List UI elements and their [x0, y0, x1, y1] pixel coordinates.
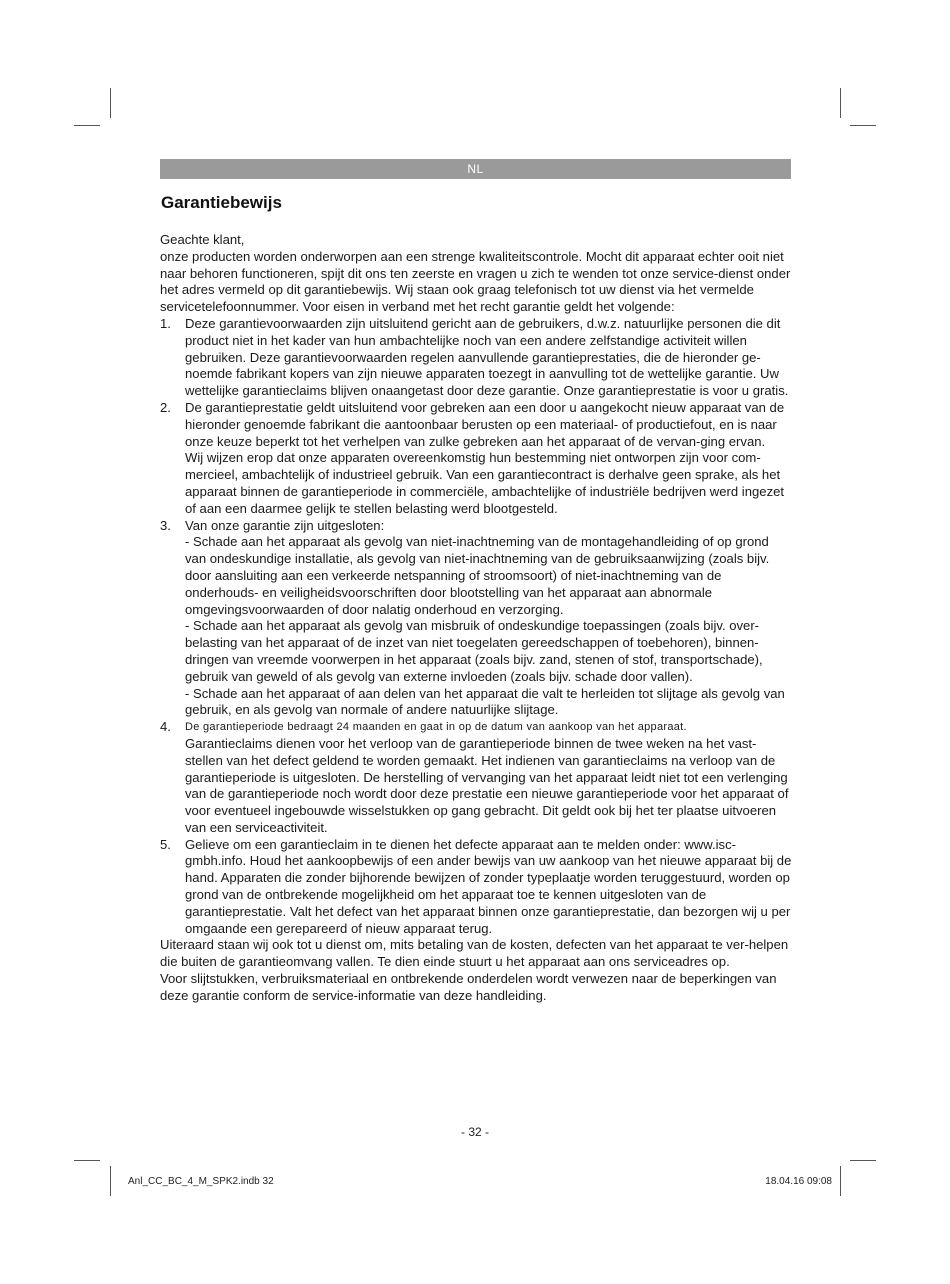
closing-paragraph: Voor slijtstukken, verbruiksmateriaal en ontbrekende onderdelen wordt verwezen naar de beperkingen van deze garantie conform de service-informatie van deze handleiding.: [160, 971, 777, 1003]
salutation: Geachte klant,: [160, 232, 245, 247]
warranty-period-lead: De garantieperiode bedraagt 24 maanden en gaat in op de datum van aankoop van het apparaat.: [185, 721, 687, 734]
language-header-bar: [160, 159, 791, 179]
page-title: Garantiebewijs: [161, 193, 282, 212]
list-item: [160, 400, 792, 518]
crop-mark-bottom-right-vertical: [840, 1166, 841, 1196]
footer-file-name: Anl_CC_BC_4_M_SPK2.indb 32: [128, 1176, 274, 1187]
list-item: [160, 518, 792, 720]
page-number: - 32 -: [460, 1125, 489, 1139]
list-item-paragraph: Deze garantievoorwaarden zijn uitsluitend gericht aan de gebruikers, d.w.z. natuurlijke personen die dit product niet in het kader van hun ambachtelijke noch van een andere zelfstandige activiteit willen gebruiken. Deze garantievoorwaarden regelen aanvullende garantieprestaties, die de hieronder ge-noemde fabrikant kopers van zijn nieuwe apparaten toezegt in aanvulling tot de wettelijke garantie. Uw wettelijke garantieclaims blijven onaangetast door deze garantie. Onze garantieprestatie is voor u gratis.: [185, 315, 789, 399]
list-item-number: 1.: [160, 315, 171, 331]
list-item-paragraph: Van onze garantie zijn uitgesloten:: [185, 517, 385, 533]
crop-mark-bottom-left-vertical: [110, 1166, 111, 1196]
list-item-paragraph: - Schade aan het apparaat als gevolg van niet-inachtneming van de montagehandleiding of op grond van ondeskundige installatie, als gevolg van niet-inachtneming van de gebruiksaanwijzing (zoals bijv. door aansluiting aan een verkeerde netspanning of stroomsoort) of niet-inachtneming van de onderhouds- en veiligheidsvoorschriften door blootstelling van het apparaat aan abnormale omgevingsvoorwaarden of door nalatig onderhoud en verzorging.: [185, 534, 770, 617]
list-item-paragraph: De garantieprestatie geldt uitsluitend voor gebreken aan een door u aangekocht nieuw apparaat van de hieronder genoemde fabrikant die aantoonbaar berusten op een materiaal- of productiefout, en is naar onze keuze beperkt tot het verhelpen van zulke gebreken aan het apparaat of de vervan-ging ervan.: [185, 399, 785, 449]
warranty-text: [160, 232, 792, 1005]
list-item-number: 5.: [160, 836, 171, 852]
list-item-number: 3.: [160, 517, 171, 533]
crop-mark-bottom-right-horizontal: [850, 1160, 876, 1161]
crop-mark-bottom-left-horizontal: [74, 1160, 100, 1161]
crop-mark-top-left-horizontal: [74, 125, 100, 126]
language-code: NL: [467, 162, 484, 176]
list-item-paragraph: Wij wijzen erop dat onze apparaten overeenkomstig hun bestemming niet ontworpen zijn voor com-mercieel, ambachtelijk of industrieel gebruik. Van een garantiecontract is derhalve geen sprake, als het apparaat binnen de garantieperiode in commerciële, ambachtelijke of industriële bedrijven werd ingezet of aan een daarmee gelijk te stellen belasting werd blootgesteld.: [185, 450, 785, 516]
crop-mark-top-left-vertical: [110, 88, 111, 118]
list-item: [160, 719, 792, 837]
crop-mark-top-right-horizontal: [850, 125, 876, 126]
list-item-number: 2.: [160, 399, 171, 415]
intro-paragraph: onze producten worden onderworpen aan een strenge kwaliteitscontrole. Mocht dit apparaat echter ooit niet naar behoren functioneren, spijt dit ons ten zeerste en vragen u zich te wenden tot onze service-dienst onder het adres vermeld op dit garantiebewijs. Wij staan ook graag telefonisch tot uw dienst via het vermelde servicetelefoonnummer. Voor eisen in verband met het recht garantie geldt het volgende:: [160, 248, 791, 315]
list-item-paragraph: Gelieve om een garantieclaim in te dienen het defecte apparaat aan te melden onder: www.isc-gmbh.info. Houd het aankoopbewijs of een ander bewijs van uw aankoop van het nieuwe apparaat bij de hand. Apparaten die zonder bijhorende bewijzen of zonder typeplaatje worden teruggestuurd, worden op grond van de ontbrekende mogelijkheid om het apparaat toe te kennen uitgesloten van de garantieprestatie. Valt het defect van het apparaat binnen onze garantieprestatie, dan bezorgen wij u per omgaande een gerepareerd of nieuw apparaat terug.: [185, 836, 792, 936]
list-item-number: 4.: [160, 719, 171, 735]
list-item-paragraph: - Schade aan het apparaat als gevolg van misbruik of ondeskundige toepassingen (zoals bijv. over-belasting van het apparaat of de inzet van niet toegelaten gereedschappen of toebehoren), binnen-dringen van vreemde voorwerpen in het apparaat (zoals bijv. zand, stenen of stof, transportschade), gebruik van geweld of als gevolg van externe invloeden (zoals bijv. schade door vallen).: [185, 618, 763, 684]
warranty-terms-list: [160, 316, 792, 937]
list-item-paragraph: - Schade aan het apparaat of aan delen van het apparaat die valt te herleiden tot slijtage als gevolg van gebruik, en als gevolg van normale of andere natuurlijke slijtage.: [185, 685, 785, 718]
crop-mark-top-right-vertical: [840, 88, 841, 118]
list-item: [160, 316, 792, 400]
list-item-paragraph: Garantieclaims dienen voor het verloop van de garantieperiode binnen de twee weken na het vast-stellen van het defect geldend te worden gemaakt. Het indienen van garantieclaims na verloop van de garantieperiode is uitgesloten. De herstelling of vervanging van het apparaat leidt niet tot een verlenging van de garantieperiode noch wordt door deze prestatie een nieuwe garantieperiode voor het apparaat of voor eventueel ingebouwde wisselstukken op gang gebracht. Dit geldt ook bij het ter plaatse uitvoeren van een serviceactiviteit.: [185, 735, 789, 835]
footer-timestamp: 18.04.16 09:08: [765, 1176, 832, 1187]
list-item: [160, 837, 792, 938]
closing-paragraph: Uiteraard staan wij ook tot u dienst om, mits betaling van de kosten, defecten van het apparaat te ver-helpen die buiten de garantieomvang vallen. Te dien einde stuurt u het apparaat aan ons serviceadres op.: [160, 937, 789, 970]
